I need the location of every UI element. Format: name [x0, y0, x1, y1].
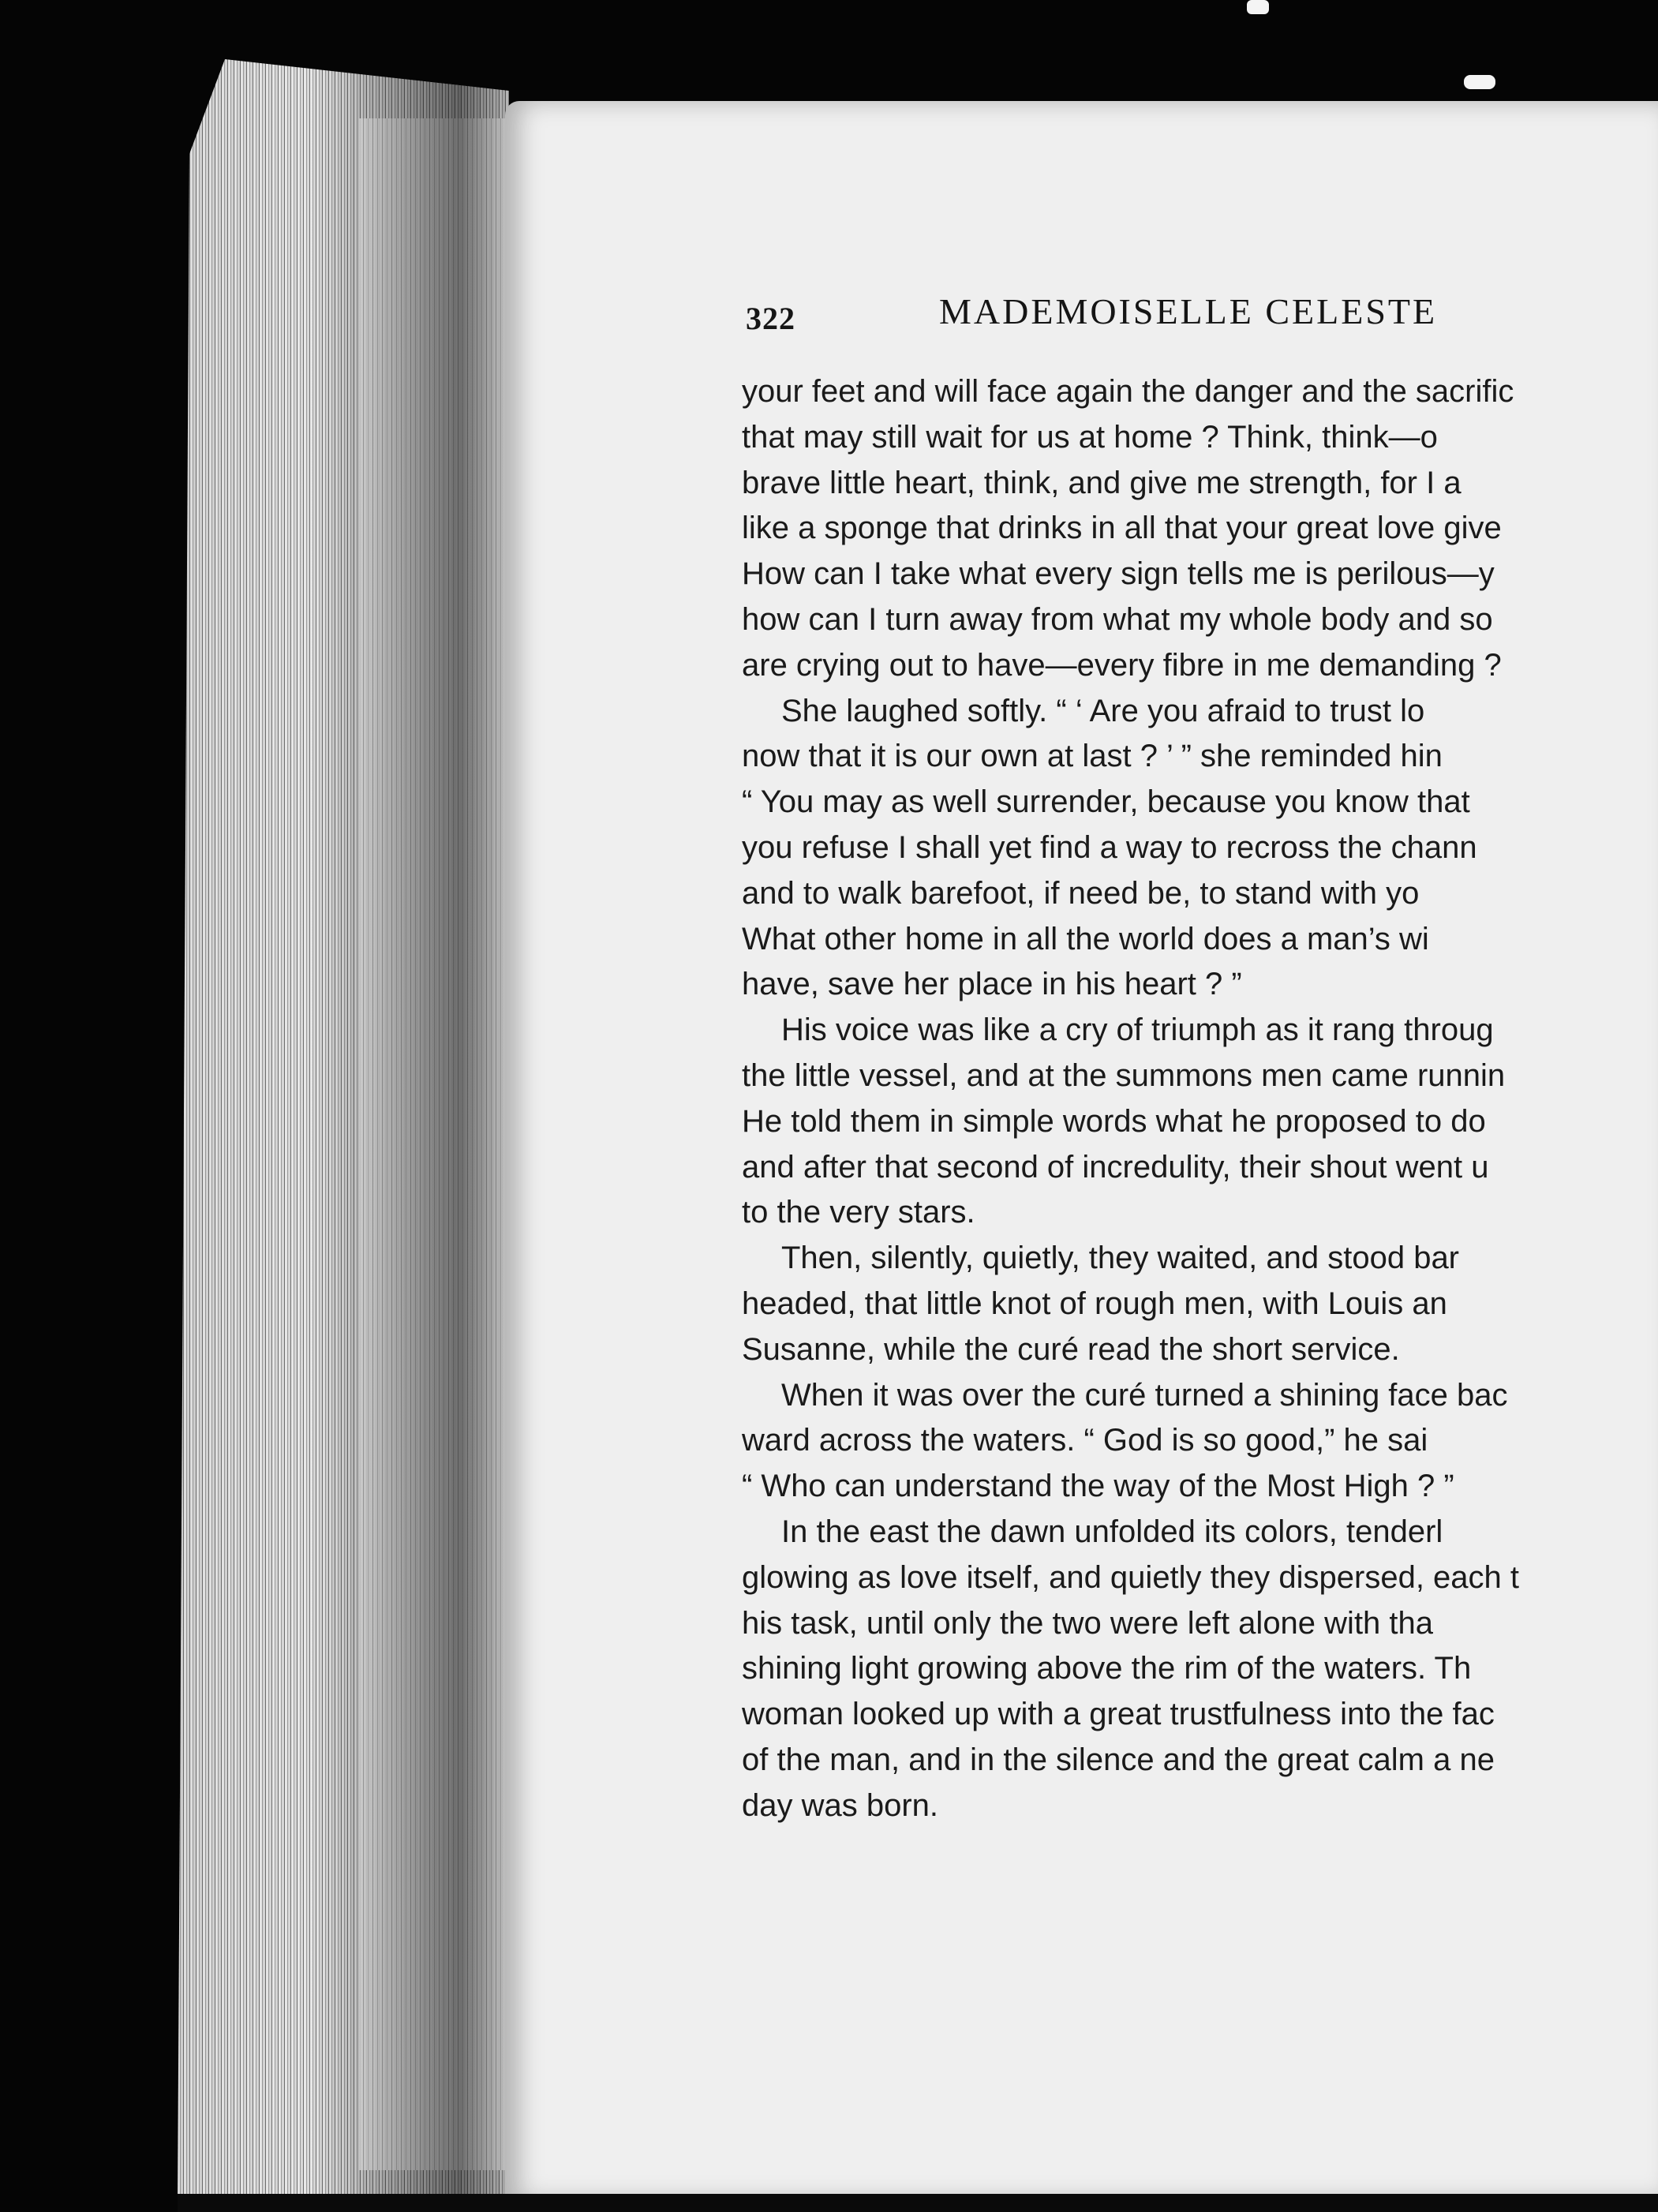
- text-line: How can I take what every sign tells me is perilous—y: [742, 556, 1495, 592]
- text-line: “ Who can understand the way of the Most High ? ”: [742, 1469, 1454, 1504]
- dust-speck: [1464, 75, 1495, 89]
- dust-speck: [1247, 0, 1269, 14]
- body-text: [742, 369, 1658, 1829]
- text-line: She laughed softly. “ ‘ Are you afraid to trust lo: [781, 693, 1425, 728]
- text-line: shining light growing above the rim of the waters. Th: [742, 1651, 1472, 1686]
- bottom-shadow: [178, 2194, 1658, 2212]
- page-header: [746, 290, 1658, 346]
- text-line: have, save her place in his heart ? ”: [742, 967, 1242, 1002]
- text-line: day was born.: [742, 1787, 939, 1823]
- text-line: of the man, and in the silence and the great calm a ne: [742, 1742, 1495, 1777]
- text-line: how can I turn away from what my whole body and so: [742, 601, 1493, 637]
- book-page-edges-shadow: [178, 59, 509, 2202]
- text-line: woman looked up with a great trustfulness into the fac: [742, 1697, 1495, 1732]
- text-line: Susanne, while the curé read the short service.: [742, 1331, 1400, 1367]
- text-line: you refuse I shall yet find a way to recross the chann: [742, 829, 1477, 865]
- text-line: his task, until only the two were left alone with tha: [742, 1605, 1434, 1641]
- text-line: When it was over the curé turned a shining face bac: [781, 1377, 1508, 1413]
- text-line: like a sponge that drinks in all that your great love give: [742, 511, 1502, 546]
- text-line: and to walk barefoot, if need be, to stand with yo: [742, 875, 1420, 911]
- text-line: His voice was like a cry of triumph as it rang throug: [781, 1012, 1494, 1048]
- text-line: headed, that little knot of rough men, with Louis an: [742, 1286, 1447, 1321]
- text-line: and after that second of incredulity, their shout went u: [742, 1149, 1489, 1185]
- text-line: now that it is our own at last ? ’ ” she reminded hin: [742, 739, 1443, 774]
- text-line: What other home in all the world does a man’s wi: [742, 921, 1429, 956]
- text-line: your feet and will face again the danger and the sacrific: [742, 374, 1514, 409]
- text-line: the little vessel, and at the summons men came runnin: [742, 1057, 1506, 1093]
- text-line: glowing as love itself, and quietly they dispersed, each t: [742, 1559, 1520, 1595]
- text-line: He told them in simple words what he proposed to do: [742, 1103, 1486, 1139]
- text-line: Then, silently, quietly, they waited, and stood bar: [781, 1241, 1460, 1276]
- text-line: In the east the dawn unfolded its colors, tenderl: [781, 1514, 1443, 1549]
- text-line: ward across the waters. “ God is so good,” he sai: [742, 1423, 1428, 1458]
- running-title: MADEMOISELLE CELESTE: [939, 291, 1438, 331]
- text-line: brave little heart, think, and give me strength, for I a: [742, 465, 1462, 500]
- text-line: “ You may as well surrender, because you know that: [742, 784, 1470, 820]
- text-line: that may still wait for us at home ? Think, think—o: [742, 419, 1438, 455]
- text-line: to the very stars.: [742, 1195, 975, 1230]
- page-number: 322: [746, 301, 795, 336]
- text-line: are crying out to have—every fibre in me demanding ?: [742, 647, 1502, 683]
